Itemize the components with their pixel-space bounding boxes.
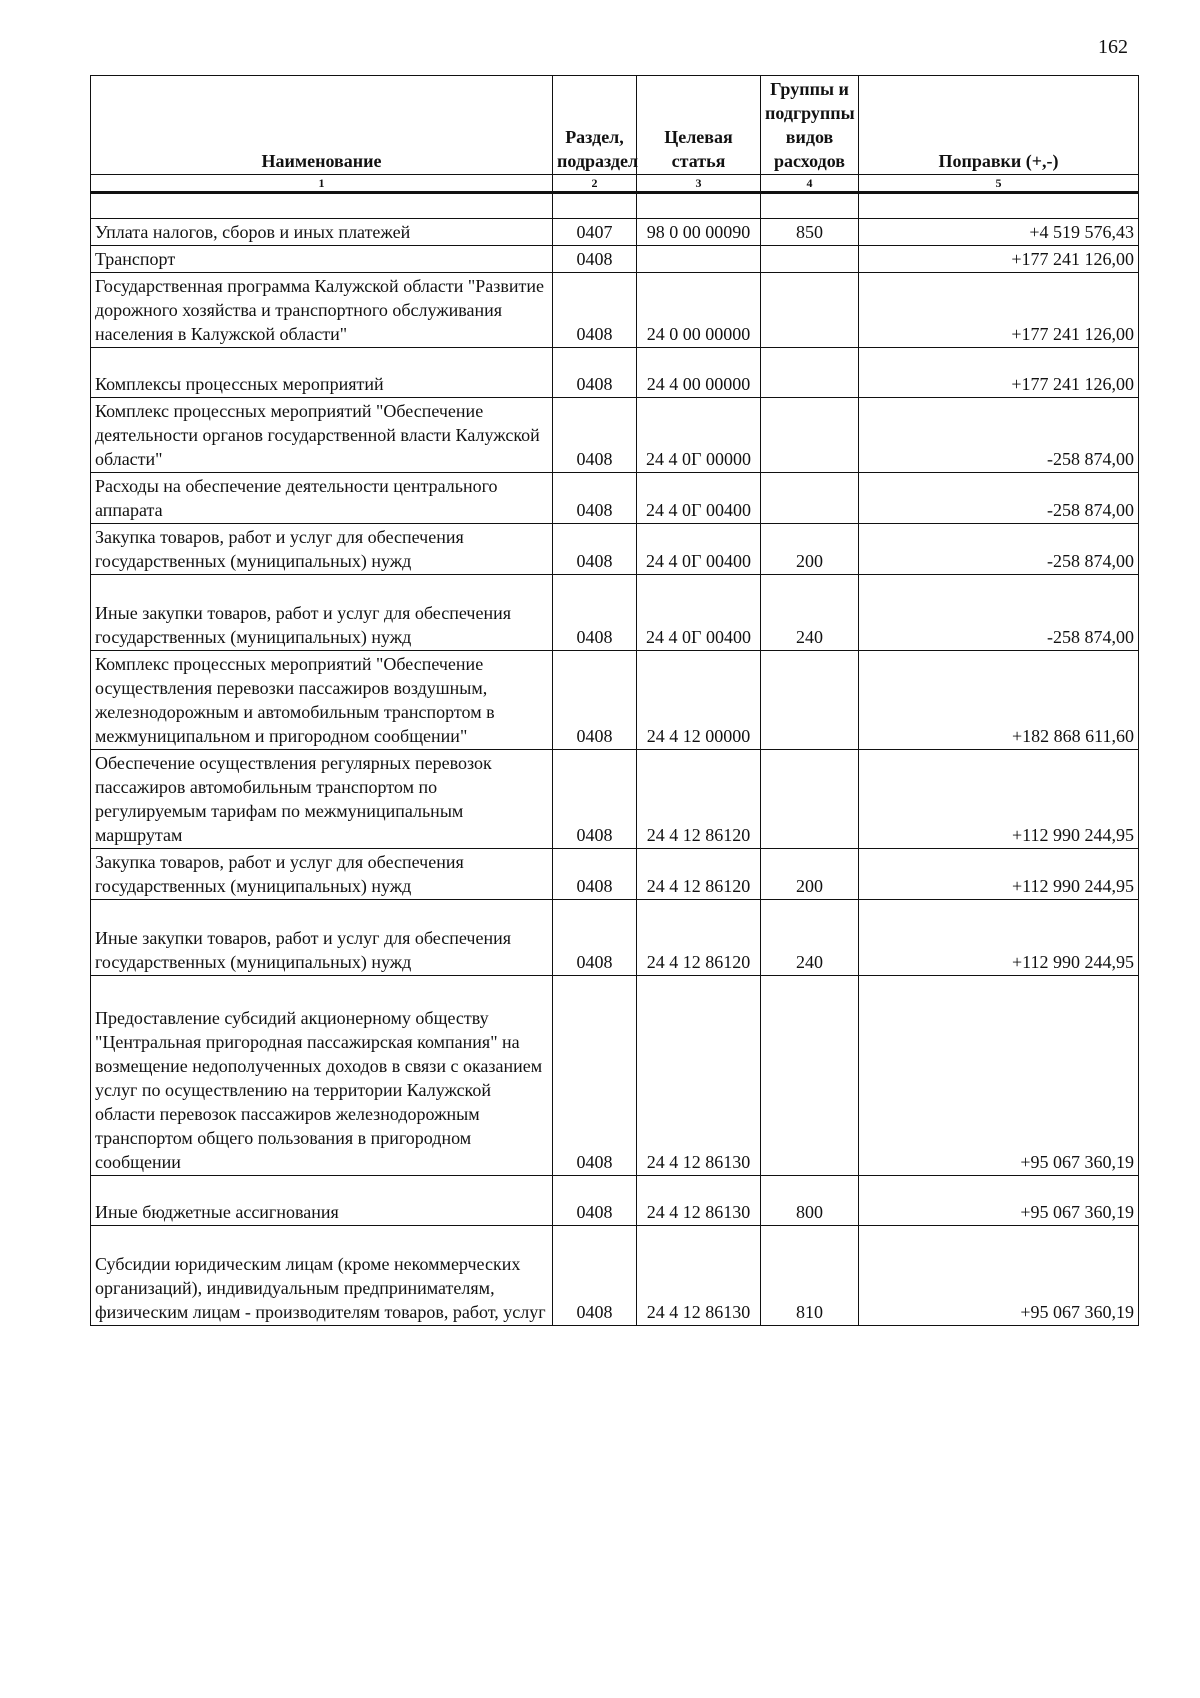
row-group: 240 [761,575,859,651]
row-target: 24 4 12 00000 [637,651,761,750]
table-row [91,273,1139,348]
table-row [91,219,1139,246]
row-amount: +177 241 126,00 [859,348,1139,398]
row-target: 24 4 0Г 00000 [637,398,761,473]
row-section: 0408 [553,348,637,398]
table-row [91,900,1139,976]
table-row [91,246,1139,273]
row-name: Расходы на обеспечение деятельности центрального аппарата [91,473,553,524]
row-amount: -258 874,00 [859,575,1139,651]
row-amount: +177 241 126,00 [859,246,1139,273]
row-name: Государственная программа Калужской области "Развитие дорожного хозяйства и транспортного обслуживания населения в Калужской области" [91,273,553,348]
table-row [91,575,1139,651]
row-name: Иные закупки товаров, работ и услуг для обеспечения государственных (муниципальных) нужд [91,575,553,651]
row-name: Предоставление субсидий акционерному обществу "Центральная пригородная пассажирская компания" на возмещение недополученных доходов в связи с оказанием услуг по осуществлению на территории Калужской области перевозок пассажиров железнодорожным транспортом общего пользования в пригородном сообщении [91,976,553,1176]
page-number: 162 [1098,36,1128,58]
row-amount: +112 990 244,95 [859,900,1139,976]
header-groups: Группы и подгруппы видов расходов [761,76,859,175]
table-row [91,750,1139,849]
table-row [91,1176,1139,1226]
column-number: 5 [859,175,1139,193]
row-amount: +95 067 360,19 [859,1176,1139,1226]
row-name: Уплата налогов, сборов и иных платежей [91,219,553,246]
row-section: 0408 [553,575,637,651]
row-target: 98 0 00 00090 [637,219,761,246]
row-group [761,473,859,524]
row-target: 24 4 12 86130 [637,976,761,1176]
row-amount: +95 067 360,19 [859,1226,1139,1326]
row-name: Комплекс процессных мероприятий "Обеспечение осуществления перевозки пассажиров воздушным, железнодорожным и автомобильным транспортом в межмуниципальном и пригородном сообщении" [91,651,553,750]
row-section: 0408 [553,1176,637,1226]
row-group [761,348,859,398]
row-section: 0408 [553,398,637,473]
row-group [761,398,859,473]
row-group: 800 [761,1176,859,1226]
header-section: Раздел, подраздел [553,76,637,175]
row-target: 24 4 12 86120 [637,900,761,976]
table-row [91,1226,1139,1326]
row-group [761,246,859,273]
header-target: Целевая статья [637,76,761,175]
row-name: Обеспечение осуществления регулярных перевозок пассажиров автомобильным транспортом по регулируемым тарифам по межмуниципальным маршрутам [91,750,553,849]
row-amount: +4 519 576,43 [859,219,1139,246]
row-name: Иные закупки товаров, работ и услуг для обеспечения государственных (муниципальных) нужд [91,900,553,976]
table-row [91,976,1139,1176]
row-section: 0408 [553,1226,637,1326]
row-amount: -258 874,00 [859,473,1139,524]
row-target: 24 4 12 86130 [637,1226,761,1326]
row-section: 0408 [553,524,637,575]
row-name: Комплексы процессных мероприятий [91,348,553,398]
spacer-row [91,193,1139,219]
row-group [761,651,859,750]
column-number: 2 [553,175,637,193]
header-row [91,76,1139,175]
row-name: Комплекс процессных мероприятий "Обеспечение деятельности органов государственной власти Калужской области" [91,398,553,473]
row-group: 200 [761,849,859,900]
table-row [91,849,1139,900]
row-section: 0408 [553,273,637,348]
row-name: Иные бюджетные ассигнования [91,1176,553,1226]
row-amount: +182 868 611,60 [859,651,1139,750]
table-row [91,348,1139,398]
row-amount: +112 990 244,95 [859,750,1139,849]
row-section: 0408 [553,651,637,750]
row-target: 24 4 12 86130 [637,1176,761,1226]
table-row [91,524,1139,575]
row-amount: +112 990 244,95 [859,849,1139,900]
row-section: 0408 [553,473,637,524]
row-target [637,246,761,273]
row-group: 810 [761,1226,859,1326]
row-target: 24 4 0Г 00400 [637,575,761,651]
row-section: 0407 [553,219,637,246]
header-name: Наименование [91,76,553,175]
column-number: 4 [761,175,859,193]
table-row [91,473,1139,524]
row-section: 0408 [553,849,637,900]
row-target: 24 0 00 00000 [637,273,761,348]
row-group: 200 [761,524,859,575]
row-group [761,273,859,348]
row-amount: -258 874,00 [859,524,1139,575]
column-number-row [91,175,1139,193]
row-target: 24 4 12 86120 [637,849,761,900]
row-amount: -258 874,00 [859,398,1139,473]
row-section: 0408 [553,900,637,976]
row-name: Транспорт [91,246,553,273]
row-group: 240 [761,900,859,976]
row-group [761,976,859,1176]
row-target: 24 4 0Г 00400 [637,473,761,524]
table-row [91,398,1139,473]
row-name: Закупка товаров, работ и услуг для обеспечения государственных (муниципальных) нужд [91,849,553,900]
column-number: 3 [637,175,761,193]
row-group [761,750,859,849]
row-section: 0408 [553,750,637,849]
row-target: 24 4 12 86120 [637,750,761,849]
row-amount: +95 067 360,19 [859,976,1139,1176]
column-number: 1 [91,175,553,193]
row-name: Закупка товаров, работ и услуг для обеспечения государственных (муниципальных) нужд [91,524,553,575]
row-amount: +177 241 126,00 [859,273,1139,348]
table-row [91,651,1139,750]
row-group: 850 [761,219,859,246]
row-target: 24 4 00 00000 [637,348,761,398]
row-section: 0408 [553,976,637,1176]
row-target: 24 4 0Г 00400 [637,524,761,575]
budget-table [90,75,1139,1326]
row-section: 0408 [553,246,637,273]
header-amendments: Поправки (+,-) [859,76,1139,175]
row-name: Субсидии юридическим лицам (кроме некоммерческих организаций), индивидуальным предпринимателям, физическим лицам - производителям товаров, работ, услуг [91,1226,553,1326]
